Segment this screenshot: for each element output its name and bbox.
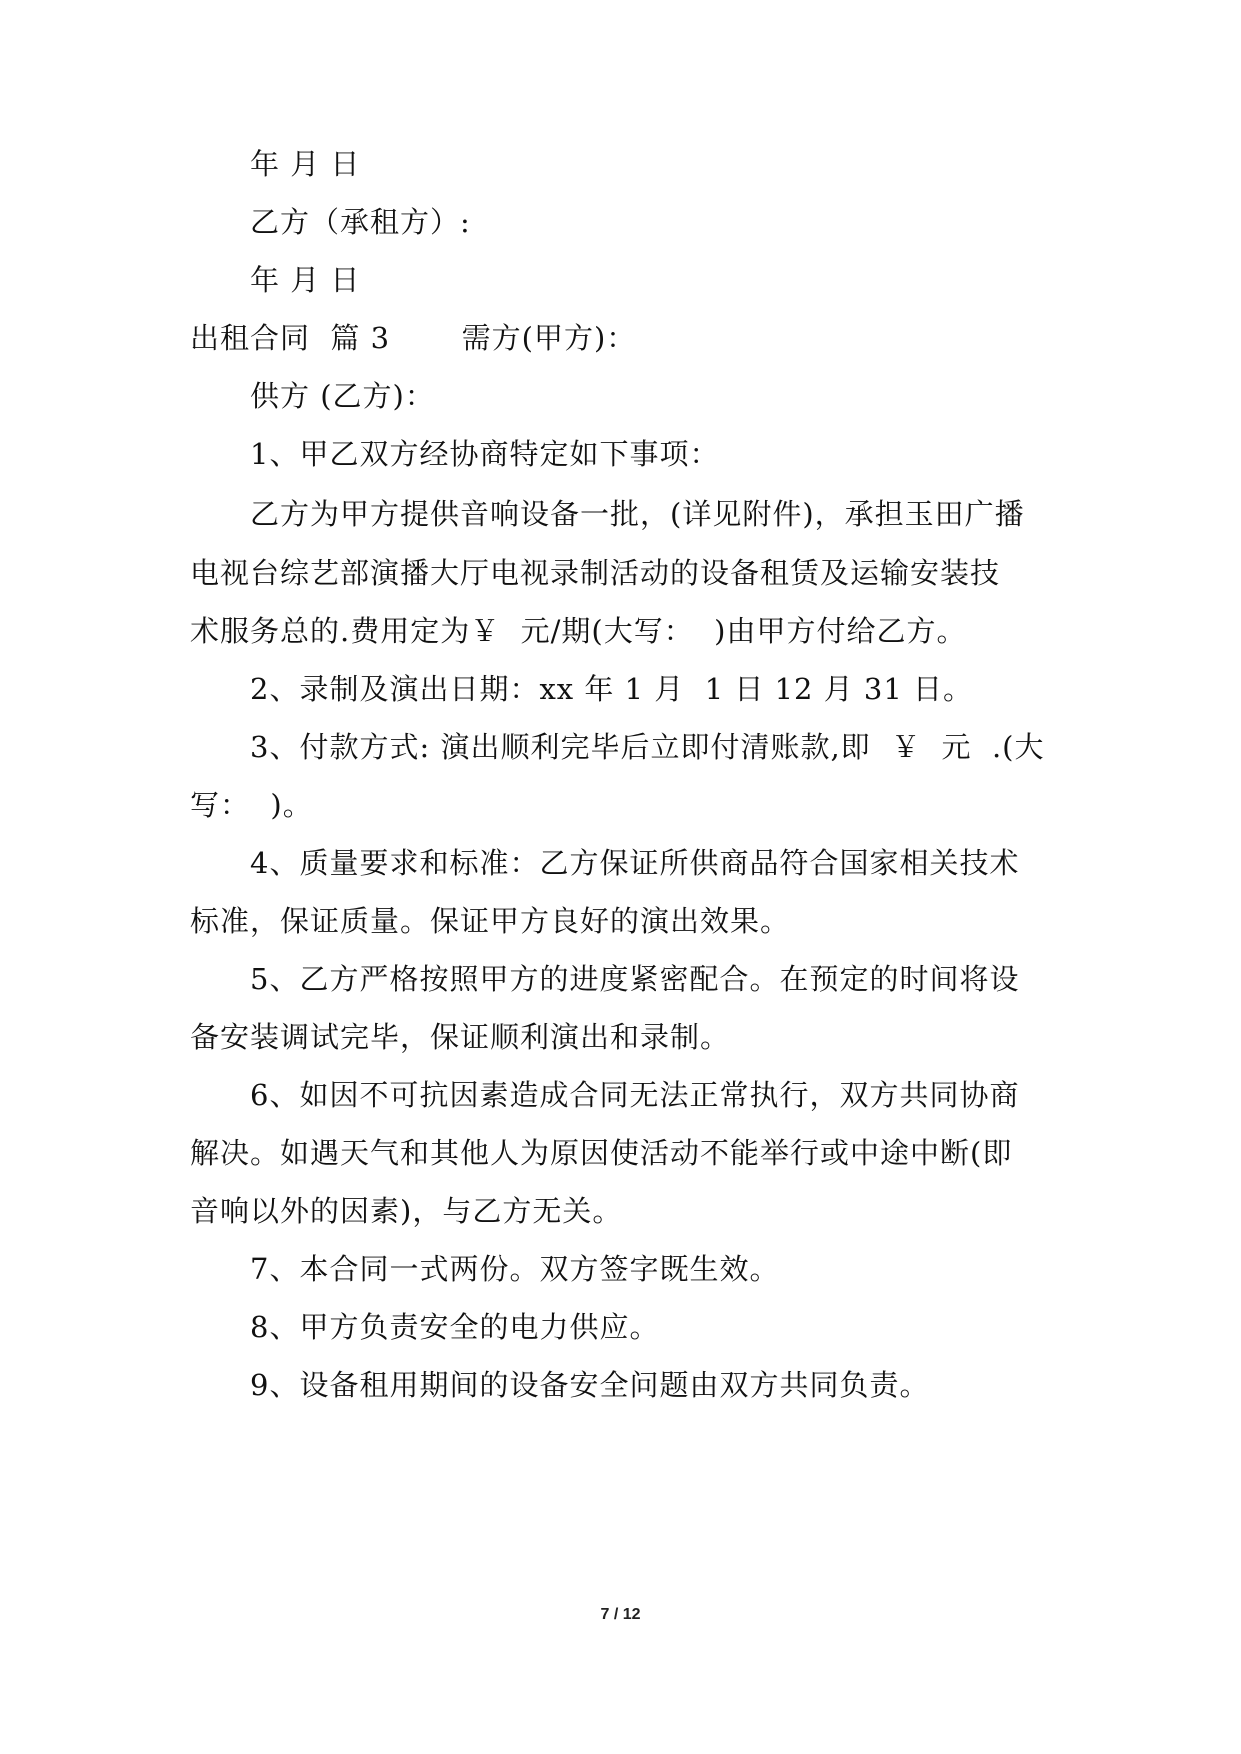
paragraph-line: 电视台综艺部演播大厅电视录制活动的设备租赁及运输安装技 bbox=[190, 556, 1001, 590]
paragraph-line: 术服务总的.费用定为￥ 元/期(大写： )由甲方付给乙方。 bbox=[190, 614, 967, 648]
page-number: 7 / 12 bbox=[600, 1606, 641, 1623]
clause-8: 8、甲方负责安全的电力供应。 bbox=[250, 1310, 660, 1344]
lessee-label: 乙方（承租方）: bbox=[250, 205, 471, 239]
paragraph-line: 解决。如遇天气和其他人为原因使活动不能举行或中途中断(即 bbox=[190, 1136, 1013, 1170]
paragraph-line: 标准，保证质量。保证甲方良好的演出效果。 bbox=[190, 904, 791, 938]
paragraph-line: 乙方为甲方提供音响设备一批，(详见附件)，承担玉田广播 bbox=[250, 497, 1025, 531]
date-line-1: 年 月 日 bbox=[250, 147, 361, 181]
paragraph-line: 备安装调试完毕，保证顺利演出和录制。 bbox=[190, 1020, 731, 1054]
clause-2: 2、录制及演出日期：xx 年 1 月 1 日 12 月 31 日。 bbox=[250, 672, 974, 706]
paragraph-line: 音响以外的因素)，与乙方无关。 bbox=[190, 1194, 623, 1228]
clause-7: 7、本合同一式两份。双方签字既生效。 bbox=[250, 1252, 780, 1286]
clause-9: 9、设备租用期间的设备安全问题由双方共同负责。 bbox=[250, 1368, 930, 1402]
clause-3: 3、付款方式: 演出顺利完毕后立即付清账款,即 ￥ 元 .(大 bbox=[250, 730, 1045, 764]
clause-4: 4、质量要求和标准：乙方保证所供商品符合国家相关技术 bbox=[250, 846, 1020, 880]
supplier-label: 供方 (乙方)： bbox=[250, 379, 435, 413]
clause-6: 6、如因不可抗因素造成合同无法正常执行，双方共同协商 bbox=[250, 1078, 1020, 1112]
contract-heading: 出租合同 篇 3 需方(甲方)： bbox=[190, 321, 637, 355]
clause-1: 1、甲乙双方经协商特定如下事项： bbox=[250, 437, 720, 471]
date-line-2: 年 月 日 bbox=[250, 263, 361, 297]
clause-5: 5、乙方严格按照甲方的进度紧密配合。在预定的时间将设 bbox=[250, 962, 1020, 996]
paragraph-line: 写： )。 bbox=[190, 788, 313, 822]
